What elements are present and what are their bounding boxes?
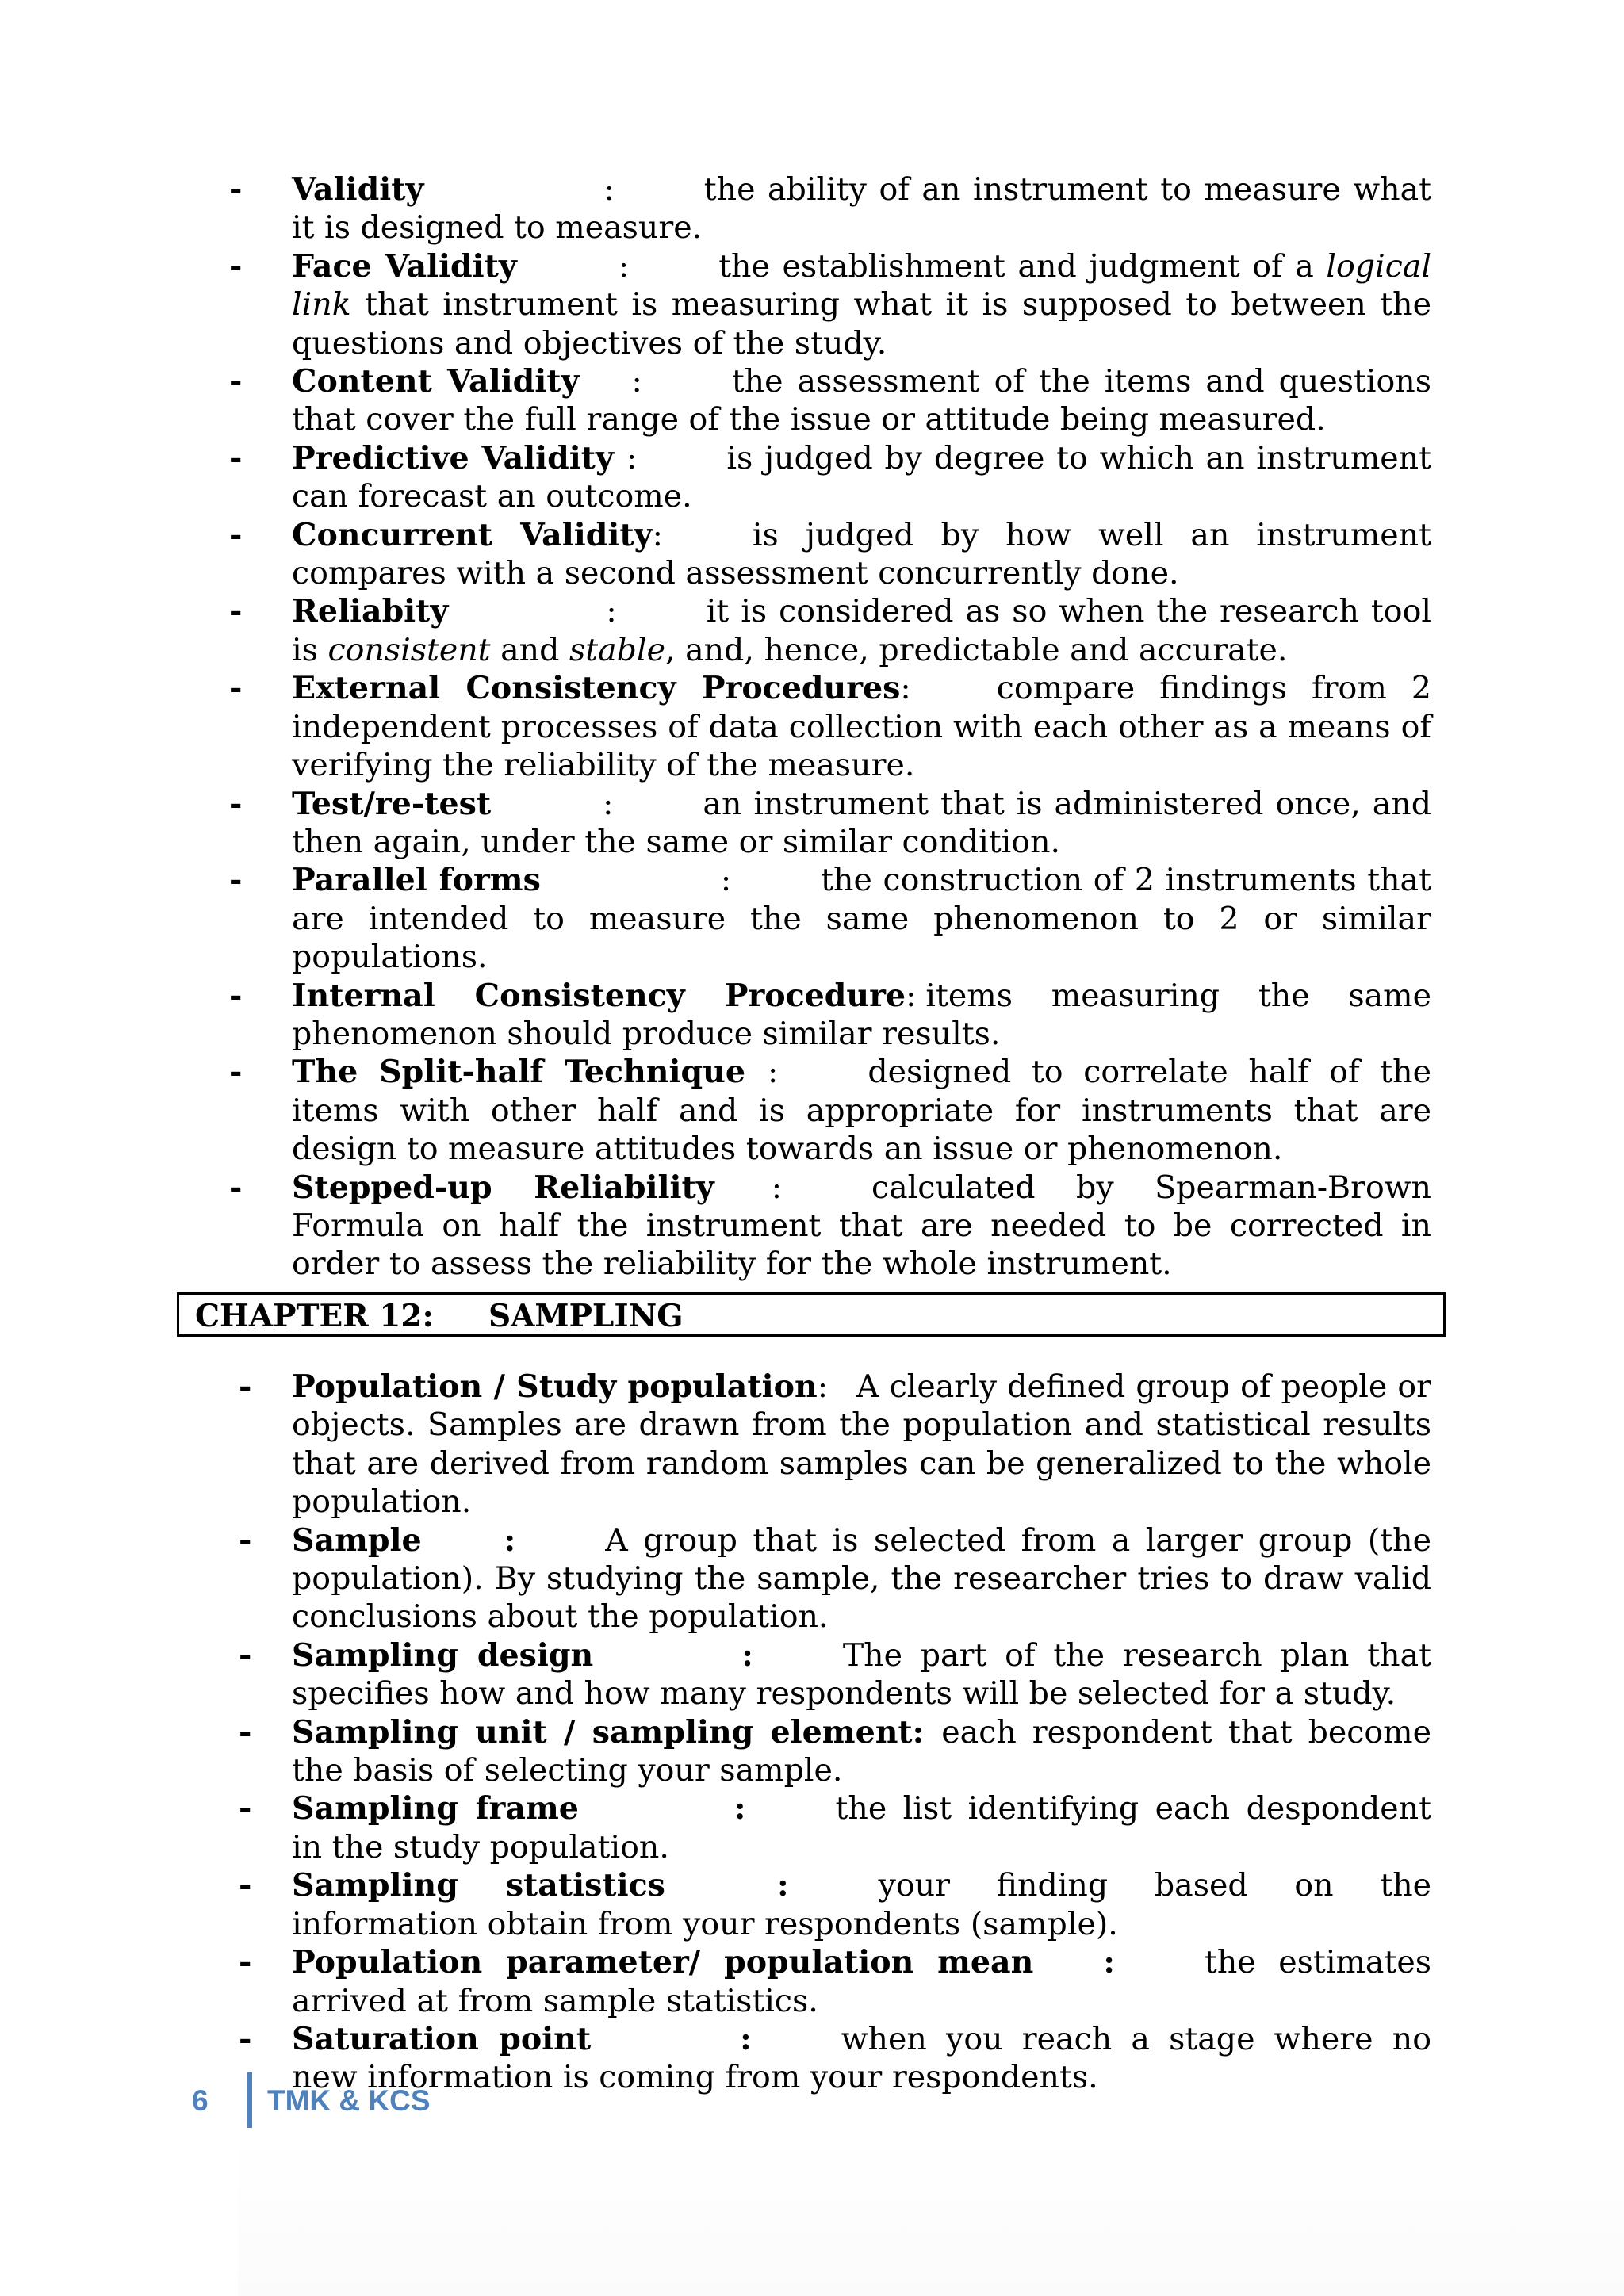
term: The Split-half Technique — [292, 1054, 745, 1091]
bullet-dash: - — [229, 670, 243, 707]
term: Parallel forms — [292, 862, 541, 899]
definition: calculated by Spearman-Brown Formula on half the instrument that are needed to be corrected in order to assess the reliability for the whole instrument. — [292, 1169, 1431, 1283]
list-item — [178, 1169, 1431, 1284]
list-item — [178, 592, 1431, 669]
bullet-dash: - — [229, 785, 243, 822]
term: Test/re-test — [292, 785, 492, 822]
separator: : — [603, 785, 614, 822]
term: Content Validity — [292, 363, 580, 400]
definition-italic: logical link — [292, 247, 1431, 323]
chapter-title: SAMPLING — [488, 1298, 684, 1334]
separator: : — [626, 439, 638, 476]
definition: the ability of an instrument to measure what it is designed to measure. — [292, 171, 1431, 247]
definition: A group that is selected from a larger group (the population). By studying the sample, the researcher tries to draw valid conclusions about the population. — [292, 1521, 1431, 1636]
definition: the construction of 2 instruments that are intended to measure the same phenomenon to 2 or similar populations. — [292, 862, 1431, 976]
separator: : — [1103, 1944, 1115, 1981]
separator: : — [771, 1169, 782, 1206]
term: Validity — [292, 171, 424, 208]
definitions-list-validity — [178, 170, 1431, 1284]
term: Predictive Validity — [292, 439, 614, 476]
separator: : — [504, 1521, 516, 1559]
list-item — [178, 669, 1431, 784]
list-item — [178, 1713, 1431, 1790]
definition: when you reach a stage where no new information is coming from your respondents. — [292, 2020, 1431, 2096]
definition: The part of the research plan that specifies how and how many respondents will be selected for a study. — [292, 1636, 1431, 1712]
definition: compare findings from 2 independent processes of data collection with each other as a means of verifying the reliability of the measure. — [292, 670, 1431, 784]
definition: designed to correlate half of the items with other half and is appropriate for instruments that are design to measure attitudes towards an issue or phenomenon. — [292, 1054, 1431, 1168]
separator: : — [733, 1790, 746, 1827]
term: Sample — [292, 1521, 422, 1559]
bullet-dash: - — [229, 171, 243, 208]
bullet-dash: - — [229, 862, 243, 899]
bullet-dash: - — [229, 593, 243, 630]
separator: : — [776, 1867, 789, 1904]
term: Sampling unit / sampling element: — [292, 1713, 925, 1751]
definition: each respondent that become the basis of selecting your sample. — [292, 1713, 1432, 1789]
definition: the establishment and judgment of a — [718, 247, 1327, 285]
page-number: 6 — [192, 2084, 209, 2117]
footer-text: TMK & KCS — [267, 2084, 431, 2117]
bullet-dash: - — [229, 516, 243, 553]
definition: items measuring the same phenomenon should produce similar results. — [292, 977, 1431, 1052]
term: Reliabity — [292, 593, 449, 630]
separator: : — [741, 1636, 753, 1674]
list-item — [178, 1521, 1431, 1636]
footer-divider — [247, 2072, 252, 2128]
page-shadow — [238, 2133, 1624, 2296]
list-item — [178, 170, 1431, 247]
definition: is judged by how well an instrument compares with a second assessment concurrently done. — [292, 516, 1431, 592]
bullet-dash: - — [239, 1867, 252, 1904]
term: Face Validity — [292, 247, 517, 285]
bullet-dash: - — [229, 439, 243, 476]
definition: A clearly defined group of people or objects. Samples are drawn from the population and statistical results that are derived from random samples can be generalized to the whole population. — [292, 1368, 1431, 1521]
bullet-dash: - — [239, 1944, 252, 1981]
separator: : — [618, 247, 630, 285]
separator: : — [768, 1054, 779, 1091]
bullet-dash: - — [229, 1169, 243, 1206]
separator: : — [652, 516, 663, 553]
list-item — [178, 1053, 1431, 1168]
term: Population parameter/ population mean — [292, 1944, 1034, 1981]
chapter-number: CHAPTER 12: — [195, 1298, 434, 1334]
bullet-dash: - — [229, 247, 243, 285]
bullet-dash: - — [239, 1790, 252, 1827]
bullet-dash: - — [229, 1054, 243, 1091]
bullet-dash: - — [229, 977, 243, 1014]
definition-cont-2: , and, hence, predictable and accurate. — [665, 631, 1288, 668]
chapter-heading — [177, 1292, 1446, 1337]
list-item — [178, 362, 1431, 439]
list-item — [178, 977, 1431, 1054]
definition: the estimates arrived at from sample statistics. — [292, 1944, 1431, 2019]
term: Sampling design — [292, 1636, 594, 1674]
term: Population / Study population — [292, 1368, 818, 1405]
separator: : — [740, 2020, 752, 2057]
separator: : — [603, 171, 615, 208]
separator: : — [900, 670, 911, 707]
bullet-dash: - — [239, 1636, 252, 1674]
definition: your finding based on the information obtain from your respondents (sample). — [292, 1867, 1432, 1942]
definition-cont: that instrument is measuring what it is supposed to between the questions and objectives of the study. — [292, 286, 1431, 362]
list-item — [178, 1636, 1431, 1713]
list-item — [178, 1866, 1431, 1943]
term: Sampling frame — [292, 1790, 579, 1827]
list-item — [178, 861, 1431, 976]
definitions-list-sampling — [178, 1368, 1431, 2097]
bullet-dash: - — [239, 1713, 252, 1751]
separator: : — [720, 862, 732, 899]
list-item — [178, 516, 1431, 593]
bullet-dash: - — [239, 2020, 252, 2057]
definition: it is considered as so when the research tool is — [292, 593, 1431, 668]
separator: : — [906, 977, 917, 1014]
separator: : — [606, 593, 617, 630]
term: Concurrent Validity — [292, 516, 653, 553]
list-item — [178, 1943, 1431, 2020]
definition-italic-2: stable — [569, 631, 665, 668]
definition: the assessment of the items and questions that cover the full range of the issue or attitude being measured. — [292, 363, 1431, 438]
list-item — [178, 785, 1431, 862]
definition: is judged by degree to which an instrument can forecast an outcome. — [292, 439, 1431, 515]
separator: : — [631, 363, 642, 400]
definition-cont: and — [490, 631, 569, 668]
term: Internal Consistency Procedure — [292, 977, 906, 1014]
list-item — [178, 247, 1431, 362]
definition: the list identifying each despondent in the study population. — [292, 1790, 1431, 1866]
term: Sampling statistics — [292, 1867, 665, 1904]
separator: : — [817, 1368, 829, 1405]
bullet-dash: - — [239, 1521, 252, 1559]
definition: an instrument that is administered once, and then again, under the same or similar condition. — [292, 785, 1431, 860]
bullet-dash: - — [229, 363, 243, 400]
definition-italic: consistent — [327, 631, 491, 668]
list-item — [178, 1368, 1431, 1521]
term: Stepped-up Reliability — [292, 1169, 714, 1206]
list-item — [178, 439, 1431, 516]
term: Saturation point — [292, 2020, 592, 2057]
list-item — [178, 1789, 1431, 1866]
bullet-dash: - — [239, 1368, 252, 1405]
term: External Consistency Procedures — [292, 670, 901, 707]
